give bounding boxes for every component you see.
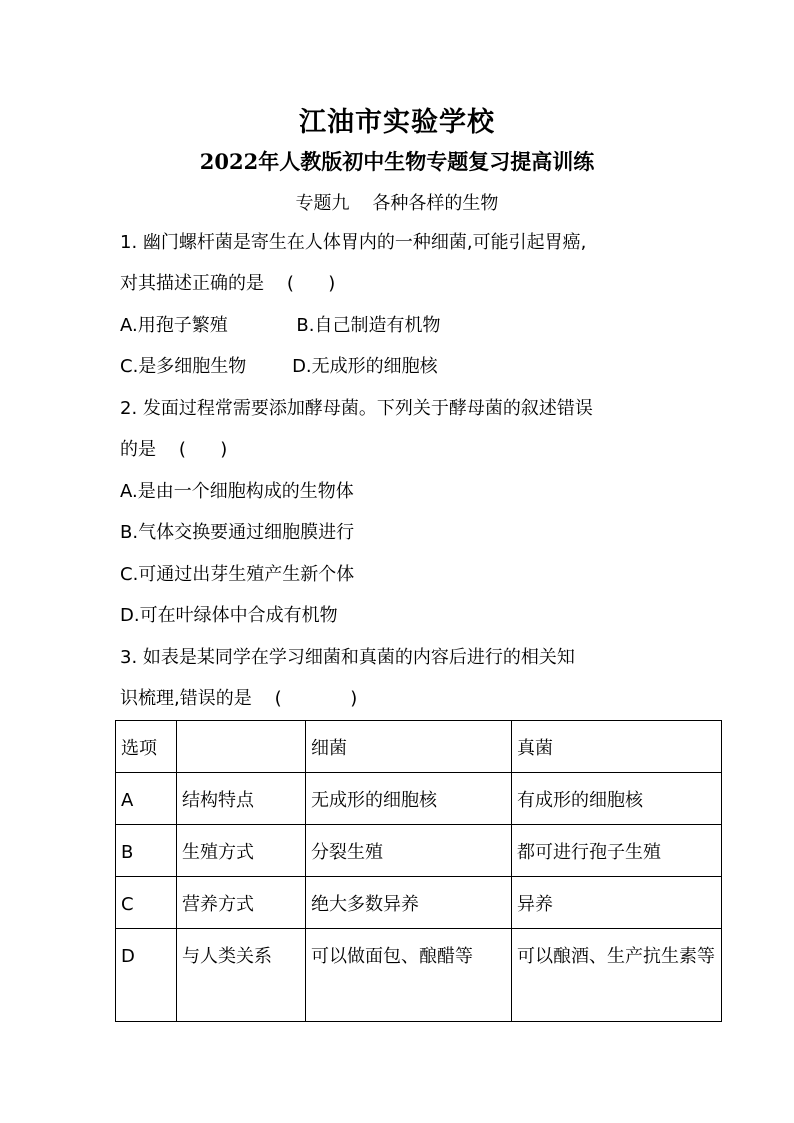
q2-option-b: B.气体交换要通过细胞膜进行	[120, 522, 355, 543]
table-cell: 异养	[512, 877, 722, 929]
table-cell: 营养方式	[177, 877, 306, 929]
q1-stem-line-1: 1. 幽门螺杆菌是寄生在人体胃内的一种细菌,可能引起胃癌,	[120, 232, 587, 253]
table-cell: 绝大多数异养	[306, 877, 512, 929]
table-cell: D	[116, 929, 177, 1022]
table-cell: 分裂生殖	[306, 825, 512, 877]
table-row	[116, 877, 722, 929]
q2-option-d: D.可在叶绿体中合成有机物	[120, 605, 338, 626]
q2-option-c: C.可通过出芽生殖产生新个体	[120, 564, 355, 585]
q1-stem-line-2: 对其描述正确的是 ( )	[120, 273, 336, 294]
table-row	[116, 929, 722, 1022]
document-title: 2022年人教版初中生物专题复习提高训练	[199, 149, 595, 174]
q1-options-line-2: C.是多细胞生物 D.无成形的细胞核	[120, 356, 438, 377]
table-cell: 可以酿酒、生产抗生素等	[512, 929, 722, 1022]
table-row	[116, 825, 722, 877]
table-cell: 可以做面包、酿醋等	[306, 929, 512, 1022]
table-cell: A	[116, 773, 177, 825]
school-name: 江油市实验学校	[299, 107, 495, 138]
q2-option-a: A.是由一个细胞构成的生物体	[120, 481, 354, 502]
q3-stem-line-1: 3. 如表是某同学在学习细菌和真菌的内容后进行的相关知	[120, 647, 575, 668]
q1-options-line-1: A.用孢子繁殖 B.自己制造有机物	[120, 315, 441, 336]
table-header-cell	[177, 721, 306, 773]
table-cell: 有成形的细胞核	[512, 773, 722, 825]
table-header-row	[116, 721, 722, 773]
table-cell: 无成形的细胞核	[306, 773, 512, 825]
table-cell: 生殖方式	[177, 825, 306, 877]
topic-heading: 专题九 各种各样的生物	[295, 193, 499, 214]
table-cell: 都可进行孢子生殖	[512, 825, 722, 877]
table-header-cell: 细菌	[306, 721, 512, 773]
q2-stem-line-1: 2. 发面过程常需要添加酵母菌。下列关于酵母菌的叙述错误	[120, 398, 593, 419]
comparison-table	[115, 720, 722, 1022]
table-cell: 结构特点	[177, 773, 306, 825]
table-cell: 与人类关系	[177, 929, 306, 1022]
table-header-cell: 真菌	[512, 721, 722, 773]
table-cell: C	[116, 877, 177, 929]
q2-stem-line-2: 的是 ( )	[120, 439, 228, 460]
table-row	[116, 773, 722, 825]
table-header-cell: 选项	[116, 721, 177, 773]
table-cell: B	[116, 825, 177, 877]
q3-stem-line-2: 识梳理,错误的是 ( )	[120, 688, 358, 709]
